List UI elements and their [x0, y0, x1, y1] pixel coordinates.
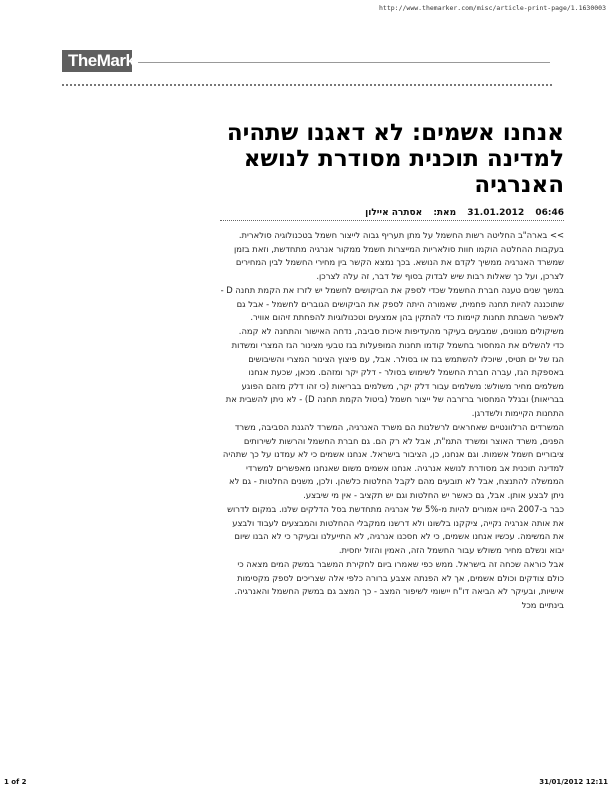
paragraph: כדי להשלים את המחסור בחשמל קודמו תחנות המופעלות בגז טבעי מצינור הגז המצרי ומשדות הגז של ים תטיס, שיוכלו להשתמש בגז או בסולר. אבל, עם פיצוץ הצינור המצרי והשיבושים באספקת הגז, עברה חברת החשמל לשימוש בסולר - דלק יקר ומזהם. מכאן, שכעת אנחנו משלמים מחיר משולש: משלמים עבור דלק יקר, משלמים בבריאות (כי זהו דלק מזהם הפוגע בבריאות) ובגלל המחסור ברזרבה של ייצור חשמל (ביטול הקמת תחנה D) - לא ניתן להשבית את התחנות הקיימות ולשדרגן. — [225, 340, 564, 418]
article-title: אנחנו אשמים: לא דאגנו שתהיה למדינה תוכנית מסודרת לנושא האנרגיה — [226, 120, 564, 198]
paragraph: >> בארה"ב החליטה רשות החשמל על מתן תעריף גבוה לייצור חשמל בטכנולוגיה סולארית. בעקבות ההחלטה הוקמו חוות סולאריות המייצרות חשמל ממקור אנרגיה מתחדשת, וזאת בזמן שמשרד האנרגיה ממשיך לקדם את הנושא. בכך נמצא הקשר בין מחירי החשמל לבין המחירים לצרכן, ועל כך שאלות רבות שיש לבדוק בסוף של דבר, זה עלה לצרכן. — [233, 230, 564, 281]
dotted-separator — [62, 84, 552, 86]
paragraph: אבל כוראה שכחה זה בישראל. ממש כפי שאמרו ביום לחקירת המשבר במשק המים מצאה כי כולם צודקים וכולם אשמים, אך לא הפנתה אצבע ברורה כלפי אלה שצריכים לספק מקסימות אישיות, ובעיקר לא הביאה דו"ח יישומי לשיפור המצב - כך המצב גם במשק החשמל והאנרגיה. בינתיים מכל — [234, 559, 564, 610]
print-timestamp: 31/01/2012 12:11 — [539, 778, 608, 786]
header-rule — [138, 62, 550, 63]
paragraph: במשך שנים טענה חברת החשמל שכדי לספק את הביקושים לחשמל יש לזרז את הקמת תחנה D - שתוכננה להיות תחנה פחמית, שאמורה היתה לספק את הביקושים הגוברים לחשמל - אבל גם לאפשר השבתת תחנות קיימות כדי להתקין בהן אמצעים וטכנולוגיות להפחתת זיהום אוויר. משיקולים מגוונים, שמבעים בעיקר מהעדיפות איכות סביבה, נדחה האישור והתחנה לא קמה. — [220, 285, 564, 336]
author-label: מאת: — [433, 208, 457, 218]
themarker-logo: TheMarker — [62, 50, 132, 72]
paragraph: כבר ב-2007 היינו אמורים להיות מ-5% של אנרגיה מתחדשת בסל הדלקים שלנו. במקום לדרוש את אותה אנרגיה נקייה, ציקקנו בלשונו ולא דרשנו ממקבלי ההחלטות והמבצעים לעבוד ולבצע את המשימה. עכשיו אנחנו אשמים, כי לא חסכנו אנרגיה, לא התייעלנו ובעיקר כי לא הבנו שיום יבוא ונשלם מחיר משולש עבור החשמל הזה, האמין והזול יחסית. — [227, 504, 564, 555]
article-date: 31.01.2012 — [467, 208, 525, 218]
article — [220, 120, 564, 613]
paragraph: המשרדים הרלוונטיים שאחראים לרשלנות הם משרד האנרגיה, המשרד להגנת הסביבה, משרד הפנים, משרד האוצר ומשרד התמ"ת, אבל לא רק הם. גם חברת החשמל והרשות לשירותים ציבוריים חשמל אשמות. וגם אנחנו, כן, הציבור בישראל. אנחנו אשמים כי לא עמדנו על כך שתהיה למדינה תוכנית אב מסודרת לנושא אנרגיה. אנחנו אשמים משום שאנחנו מאפשרים למשרדי הממשלה להתנצח, אבל לא תובעים מהם לקבל החלטות כלשהן. ולכן, משנים החלטות - גם לא ניתן לבצע אותן. אבל, גם כאשר יש החלטות וגם יש תקציב - אין מי שיבצע. — [222, 422, 564, 500]
page-url: http://www.themarker.com/misc/article-print-page/1.1630003 — [379, 4, 606, 12]
article-body — [220, 229, 564, 612]
author-name: אסתרה איילון — [365, 208, 423, 218]
article-time: 06:46 — [535, 208, 564, 218]
byline — [220, 208, 564, 221]
page-count: 1 of 2 — [4, 778, 27, 786]
